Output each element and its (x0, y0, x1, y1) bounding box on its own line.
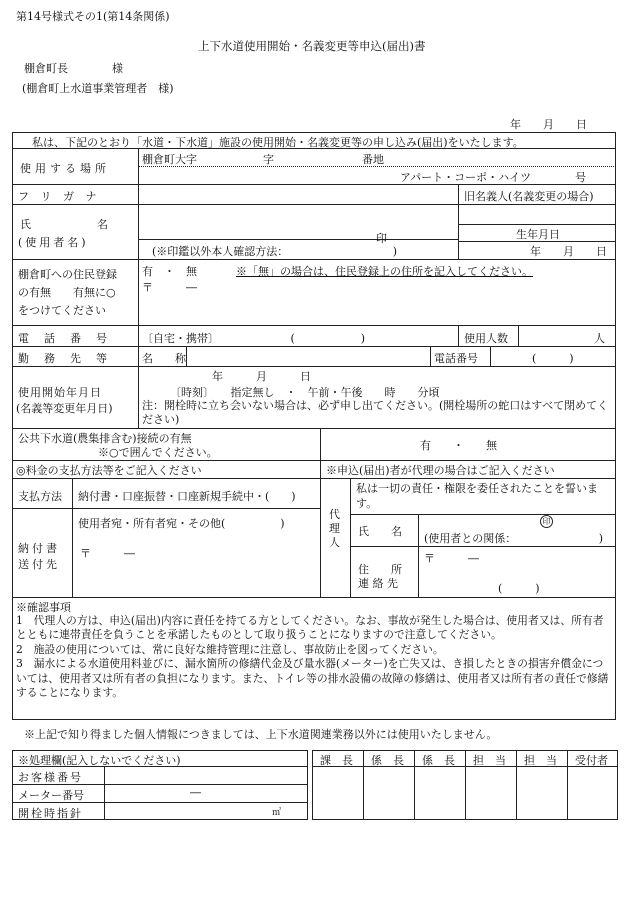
resident-choices[interactable]: 有 ・ 無 (142, 265, 197, 278)
agent-zip[interactable]: 〒 ― (424, 552, 479, 565)
addressee-manager: (棚倉町上水道事業管理者 様) (22, 82, 174, 95)
office-use-header: ※処理欄(記入しないでください) (18, 754, 181, 767)
agent-phone[interactable]: ( ) (498, 582, 540, 595)
place-label: 使用する場所 (20, 162, 110, 175)
agent-address-label: 住 所 (358, 563, 402, 576)
form-number: 第14号様式その1(第14条関係) (16, 10, 170, 23)
meter-number-label: メーター番号 (18, 789, 84, 802)
notes-list (16, 614, 612, 700)
stamp-subsection-chief-1[interactable]: 係 長 (371, 754, 404, 767)
work-name-label: 名 称 (142, 352, 186, 365)
bill-to-zip[interactable]: 〒 ― (80, 547, 135, 560)
work-phone-value[interactable]: ( ) (532, 352, 574, 365)
start-date-value[interactable]: 年 月 日 (212, 370, 311, 383)
birth-date-label: 生年月日 (516, 228, 560, 241)
start-note: 注：開栓時に立ち会いない場合は、必ず申し出てください。(開栓場所の蛇口はすべて閉めてください) (142, 399, 609, 426)
payment-method-label: 支払方法 (18, 490, 62, 503)
stamp-subsection-chief-2[interactable]: 係 長 (422, 754, 455, 767)
change-date-label: (名義等変更年月日) (16, 402, 113, 415)
users-unit[interactable]: 人 (594, 332, 605, 345)
name-seal[interactable]: 印 (376, 232, 387, 245)
meter-number-input[interactable]: ― (190, 786, 201, 799)
resident-note: ※「無」の場合は、住民登録上の住所を記入してください。 (236, 265, 533, 278)
agent-name-label: 氏 名 (358, 525, 402, 538)
sewer-label: 公共下水道(農集排含む)接続の有無 (18, 432, 192, 445)
agent-statement: 私は一切の責任・権限を委任されたことを誓います。 (356, 482, 598, 510)
start-time[interactable]: 〔時刻〕 指定無し ・ 午前・午後 時 分頃 (170, 386, 440, 399)
customer-number-input[interactable] (108, 768, 304, 782)
birth-date-value[interactable]: 年 月 日 (530, 245, 607, 258)
resident-label-1: 棚倉町への住民登録 (18, 268, 117, 281)
note-item: 1 代理人の方は、申込(届出)内容に責任を持てる方としてください。なお、事故が発生した場合は、使用者又は、所有者とともに連帯責任を負うことを承諾したものとして取り扱うことになりますので注意してください。 (16, 614, 604, 642)
furigana-input[interactable] (142, 188, 452, 202)
user-name-label: (使用者名) (18, 236, 89, 249)
phone-value[interactable]: 〔自宅・携帯〕 ( ) (142, 332, 366, 345)
bill-to-label-1: 納付書 (18, 542, 60, 555)
resident-label-3: をつけてください (18, 304, 106, 317)
work-phone-label: 電話番号 (434, 352, 478, 365)
resident-zip[interactable]: 〒 ― (142, 281, 197, 294)
stamp-section-chief[interactable]: 課 長 (320, 754, 353, 767)
furigana-label: フ リ ガ ナ (18, 190, 101, 203)
payment-method-value[interactable]: 納付書・口座振替・口座新規手続中・( ) (78, 490, 296, 503)
note-item: 2 施設の使用については、常に良好な維持管理に注意し、事故防止を図ってください。 (16, 642, 444, 656)
identity-confirmation[interactable]: (※印鑑以外本人確認方法： ) (152, 245, 398, 258)
resident-label-2: の有無 有無に○ (18, 286, 116, 299)
users-label: 使用人数 (464, 332, 508, 345)
application-date: 年 月 日 (510, 118, 587, 131)
sewer-note: ※○で囲んでください。 (98, 446, 218, 459)
place-address-line1[interactable]: 棚倉町大字 字 番地 (142, 153, 384, 166)
work-label: 勤 務 先 等 (18, 352, 109, 365)
intro-text: 私は、下記のとおり「水道・下水道」施設の使用開始・名義変更等の申し込み(届出)をいたします。 (32, 136, 524, 149)
sewer-choices[interactable]: 有 ・ 無 (420, 439, 497, 452)
stamp-receptionist[interactable]: 受付者 (575, 754, 608, 767)
privacy-note: ※上記で知り得ました個人情報につきましては、上下水道関連業務以外には使用いたしません。 (24, 728, 498, 741)
agent-relation[interactable]: (使用者との関係： ) (424, 532, 604, 545)
customer-number-label: お客様番号 (18, 771, 83, 784)
old-name-label: 旧名義人(名義変更の場合) (464, 190, 594, 203)
reading-unit[interactable]: ㎥ (272, 808, 282, 818)
form-title: 上下水道使用開始・名義変更等申込(届出)書 (198, 39, 426, 53)
bill-to-label-2: 送付先 (18, 558, 60, 571)
start-date-label: 使用開始年月日 (18, 386, 102, 399)
stamp-staff-1[interactable]: 担 当 (473, 754, 506, 767)
addressee-mayor: 棚倉町長 様 (24, 62, 123, 75)
note-item: 3 漏水による水道使用料並びに、漏水箇所の修繕代金及び量水器(メーター)を亡失又は、き損したときの損害弁償金については、使用者又は所有者の負担になります。また、トイレ等の排水設備の故障の修繕は、使用者又は所有者の責任で修繕することになります。 (16, 657, 609, 700)
agent-label: 代理人 (329, 508, 340, 549)
open-reading-label: 開栓時指針 (18, 807, 83, 820)
bill-to-value[interactable]: 使用者宛・所有者宛・その他( ) (78, 517, 285, 530)
payment-header: ◎料金の支払方法等をご記入ください (16, 464, 202, 477)
place-building-line[interactable]: アパート・コーポ・ハイツ 号 (400, 171, 587, 184)
agent-contact-label: 連 絡 先 (358, 577, 398, 590)
work-name-input[interactable] (190, 350, 426, 364)
agent-seal[interactable]: 印 (540, 514, 553, 528)
notes-title: ※確認事項 (16, 601, 71, 614)
name-label: 氏 名 (20, 218, 108, 231)
phone-label: 電 話 番 号 (18, 332, 109, 345)
agent-header: ※申込(届出)者が代理の場合はご記入ください (326, 464, 555, 477)
stamp-staff-2[interactable]: 担 当 (524, 754, 557, 767)
